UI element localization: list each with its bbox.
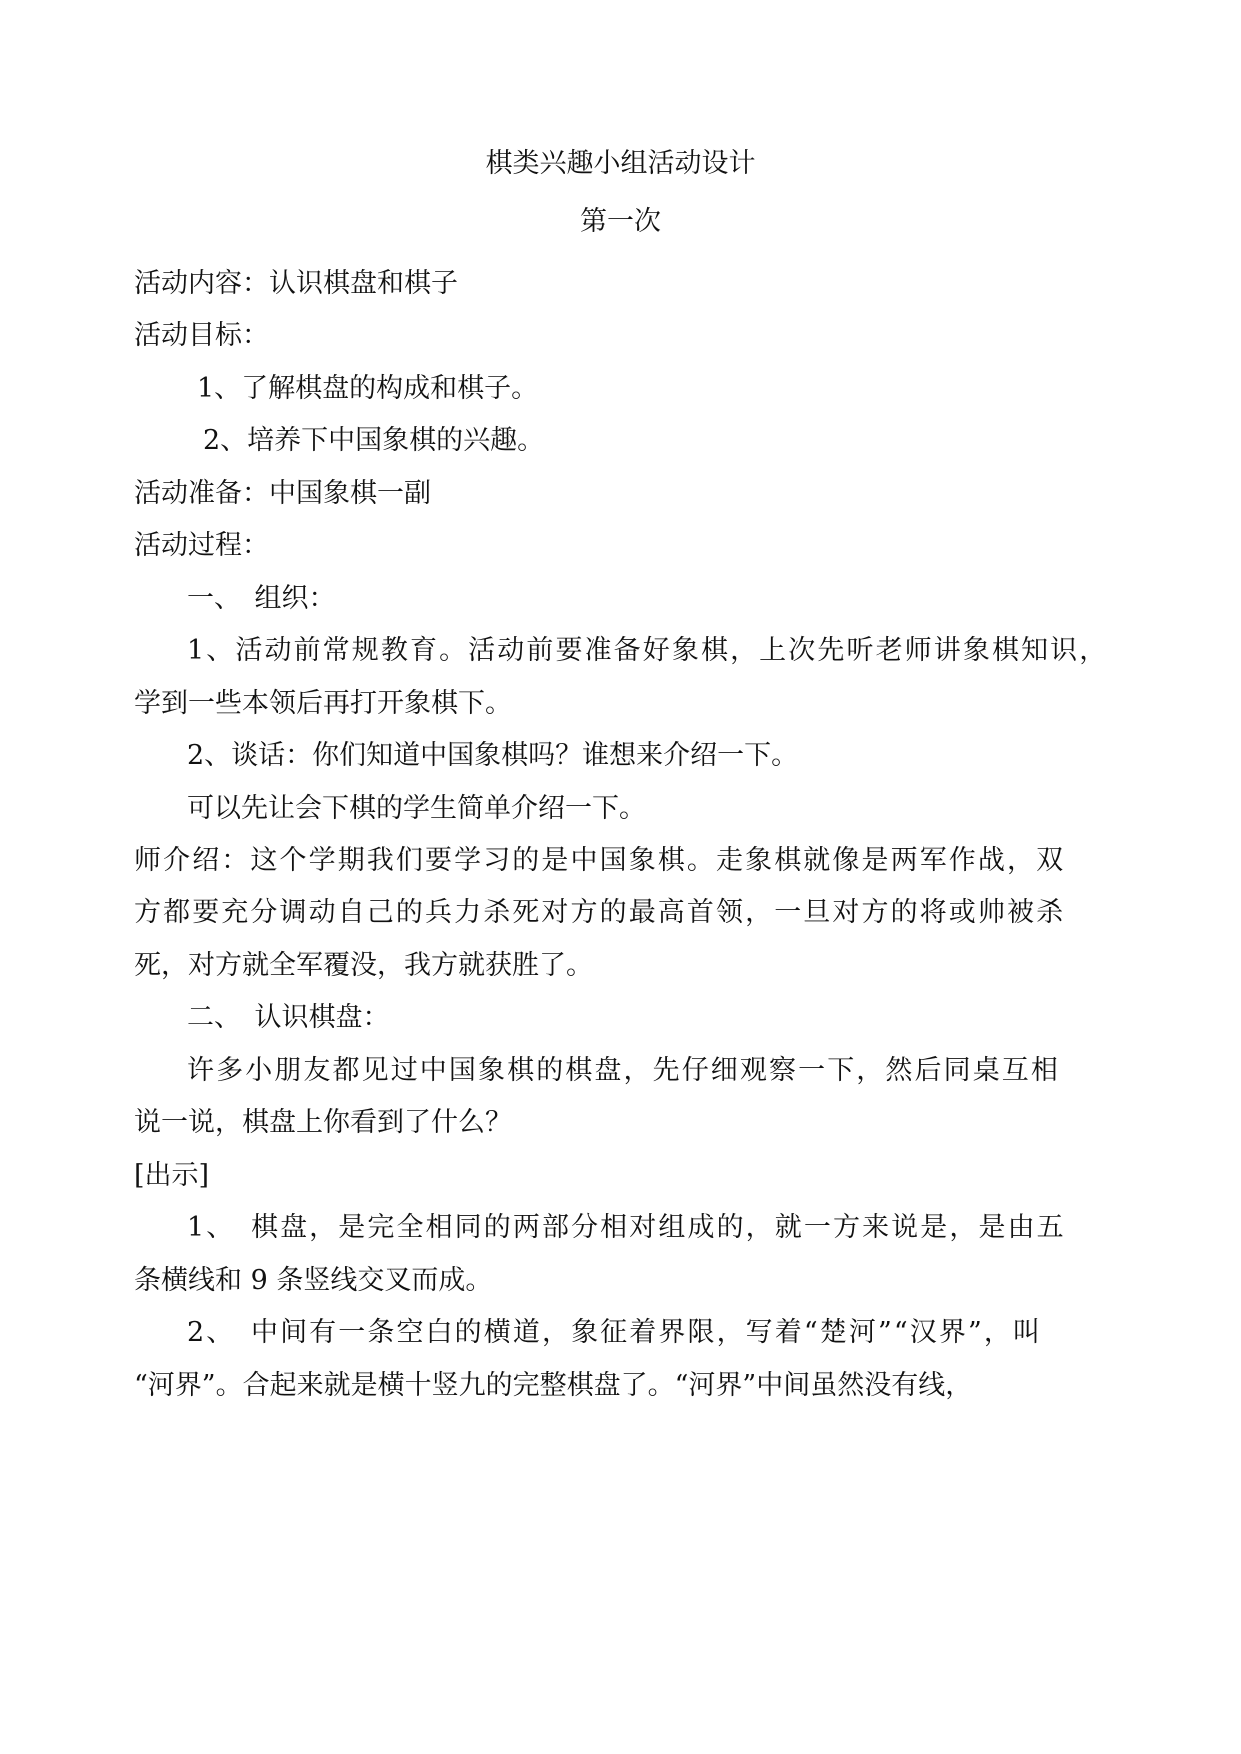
paragraph-line: 方都要充分调动自己的兵力杀死对方的最高首领，一旦对方的将或帅被杀 (134, 897, 1066, 928)
activity-goal-heading: 活动目标： (134, 320, 269, 351)
goal-item-2: 2、培养下中国象棋的兴趣。 (203, 425, 545, 456)
section-heading-organize: 一、 组织： (187, 583, 336, 614)
paragraph-line: 2、谈话：你们知道中国象棋吗？谁想来介绍一下。 (187, 740, 799, 771)
activity-content-line: 活动内容：认识棋盘和棋子 (134, 268, 458, 299)
paragraph-line: 死，对方就全军覆没，我方就获胜了。 (134, 950, 593, 981)
section-heading-board: 二、 认识棋盘： (187, 1002, 390, 1033)
goal-item-1: 1、了解棋盘的构成和棋子。 (197, 373, 539, 404)
paragraph-line: “河界”。合起来就是横十竖九的完整棋盘了。“河界”中间虽然没有线， (134, 1370, 973, 1401)
paragraph-line: 条横线和 9 条竖线交叉而成。 (134, 1265, 493, 1296)
activity-process-heading: 活动过程： (134, 530, 269, 561)
document-subtitle: 第一次 (580, 206, 661, 237)
paragraph-line: 师介绍：这个学期我们要学习的是中国象棋。走象棋就像是两军作战，双 (134, 845, 1066, 876)
paragraph-line: 可以先让会下棋的学生简单介绍一下。 (187, 793, 646, 824)
paragraph-line: 2、 中间有一条空白的横道，象征着界限，写着“楚河”“汉界”，叫 (187, 1317, 1043, 1348)
document-title: 棋类兴趣小组活动设计 (485, 148, 756, 179)
paragraph-line: [出示] (134, 1160, 210, 1191)
paragraph-line: 说一说，棋盘上你看到了什么？ (134, 1107, 512, 1138)
paragraph-line: 1、 棋盘，是完全相同的两部分相对组成的，就一方来说是，是由五 (187, 1212, 1066, 1243)
activity-prep-line: 活动准备：中国象棋一副 (134, 478, 431, 509)
paragraph-line: 1、活动前常规教育。活动前要准备好象棋，上次先听老师讲象棋知识， (187, 635, 1109, 666)
paragraph-line: 学到一些本领后再打开象棋下。 (134, 688, 512, 719)
paragraph-line: 许多小朋友都见过中国象棋的棋盘，先仔细观察一下，然后同桌互相 (187, 1055, 1060, 1086)
